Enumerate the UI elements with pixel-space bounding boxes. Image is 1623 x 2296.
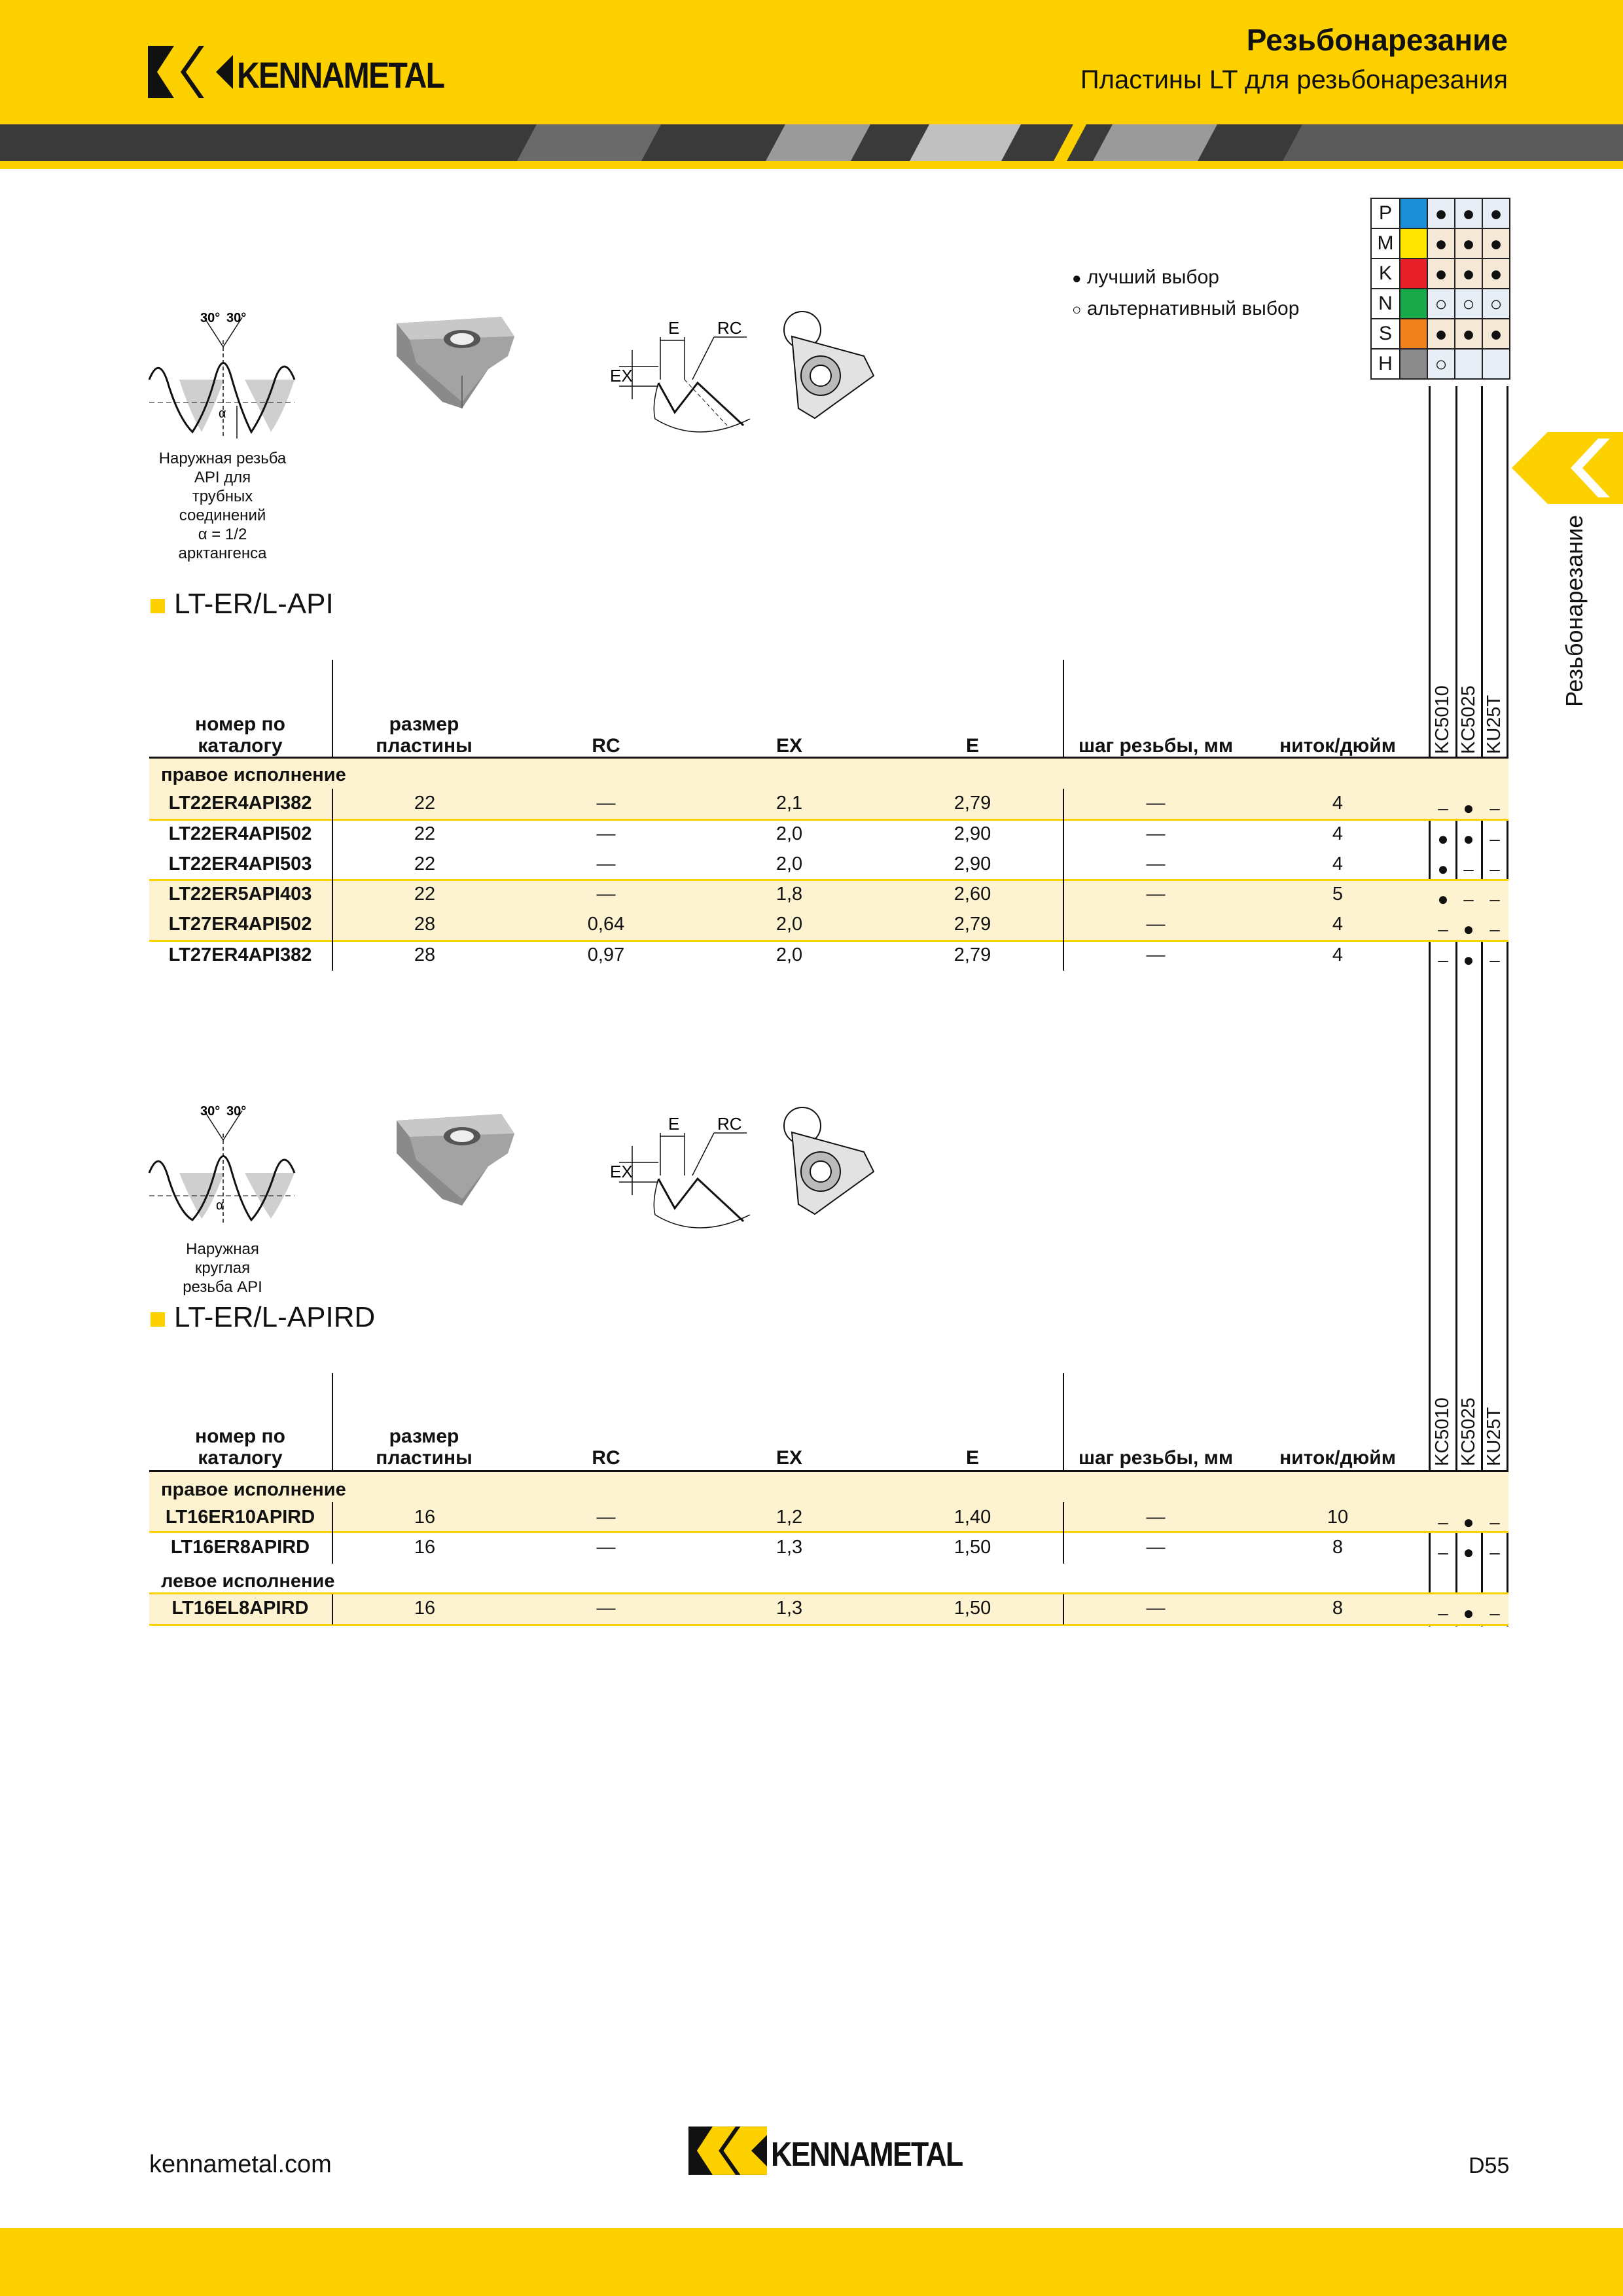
- insert-dimension-diagram: [606, 314, 763, 445]
- dim-e-label: E: [668, 1114, 680, 1134]
- caption-line: арктангенса: [178, 545, 267, 562]
- size-cell: 16: [414, 1507, 436, 1528]
- size-cell: 16: [414, 1598, 436, 1619]
- rc-cell: —: [596, 823, 616, 844]
- grade-header-kc5010: KC5010: [1432, 685, 1453, 754]
- ex-cell: 2,1: [776, 793, 803, 814]
- material-grade-mark: ●: [1427, 319, 1455, 349]
- col-pitch-header: шаг резьбы, мм: [1078, 1447, 1234, 1469]
- col-ex-header: EX: [776, 1447, 803, 1469]
- angle-right-label: 30°: [226, 311, 247, 325]
- col-e-header: E: [965, 1447, 979, 1469]
- insert-3d-image: [390, 310, 521, 408]
- grade-col-line: [1481, 386, 1483, 1626]
- grade-mark: –: [1489, 798, 1500, 818]
- ex-cell: 2,0: [776, 853, 803, 874]
- ex-cell: 1,8: [776, 884, 803, 905]
- ex-cell: 1,3: [776, 1598, 803, 1619]
- catalog-number: LT16ER10APIRD: [165, 1507, 315, 1528]
- caption-line: трубных: [192, 488, 253, 505]
- size-cell: 16: [414, 1537, 436, 1558]
- size-cell: 22: [414, 884, 436, 905]
- caption-line: Наружная: [186, 1240, 259, 1258]
- material-color-swatch: [1400, 289, 1427, 319]
- material-grade-mark: ●: [1427, 228, 1455, 259]
- tpi-cell: 4: [1332, 853, 1344, 874]
- insert-dimension-diagram: [606, 1110, 763, 1241]
- catalog-number: LT22ER4API382: [168, 793, 312, 814]
- material-grade-mark: ○: [1427, 349, 1455, 379]
- catalog-number: LT16ER8APIRD: [170, 1537, 310, 1558]
- material-color-swatch: [1400, 259, 1427, 289]
- pitch-cell: —: [1146, 1537, 1166, 1558]
- pitch-col-line: [1063, 1502, 1064, 1564]
- hollow-dot-icon: ○: [1072, 301, 1082, 319]
- catalog-number: LT27ER4API502: [168, 914, 312, 935]
- hdr-vline: [332, 660, 333, 758]
- grade-mark: –: [1489, 859, 1500, 879]
- tpi-cell: 10: [1327, 1507, 1349, 1528]
- grade-mark: ●: [1463, 829, 1474, 849]
- material-color-swatch: [1400, 349, 1427, 379]
- ex-cell: 1,2: [776, 1507, 803, 1528]
- kennametal-k-icon: [148, 46, 233, 98]
- catalog-number: LT16EL8APIRD: [171, 1598, 309, 1619]
- grade-col-line: [1507, 386, 1508, 1626]
- catalog-number: LT22ER4API503: [168, 853, 312, 874]
- grade-header-kc5025: KC5025: [1458, 1397, 1479, 1466]
- section1-caption: [131, 449, 314, 563]
- tpi-cell: 4: [1332, 944, 1344, 965]
- material-grade-mark: ●: [1482, 319, 1510, 349]
- footer-website[interactable]: kennametal.com: [149, 2151, 332, 2178]
- e-cell: 2,79: [954, 944, 991, 965]
- col-size-line1: размер: [389, 1426, 459, 1447]
- material-grade-mark: ●: [1427, 198, 1455, 228]
- material-letter: S: [1371, 319, 1400, 349]
- grade-col-line: [1429, 386, 1431, 1626]
- thread-profile-diagram: [147, 1101, 300, 1232]
- grade-header-kc5010: KC5010: [1432, 1397, 1453, 1466]
- col-size-header: [334, 1426, 514, 1469]
- angle-left-label: 30°: [200, 1104, 221, 1119]
- hdr-vline: [332, 1373, 333, 1471]
- grade-mark: –: [1463, 889, 1474, 909]
- grade-mark: –: [1438, 1603, 1448, 1623]
- col-catalog-line2: каталогу: [198, 735, 283, 757]
- material-color-swatch: [1400, 228, 1427, 259]
- caption-line: соединений: [179, 507, 266, 524]
- grade-mark: ●: [1463, 798, 1474, 818]
- rc-cell: —: [596, 1507, 616, 1528]
- grade-header-ku25t: KU25T: [1484, 694, 1505, 754]
- grade-mark: ●: [1463, 1512, 1474, 1532]
- rc-cell: —: [596, 793, 616, 814]
- material-grade-mark: ●: [1482, 228, 1510, 259]
- caption-line: API для: [194, 469, 251, 486]
- page-number: D55: [1469, 2153, 1510, 2178]
- insert-top-view: [779, 310, 883, 422]
- size-cell: 22: [414, 793, 436, 814]
- section2-title: [151, 1301, 375, 1334]
- material-row: [1371, 319, 1510, 349]
- logo-text: KENNAMETAL: [771, 2136, 963, 2174]
- page-title: Резьбонарезание: [1246, 23, 1508, 57]
- material-grade-mark: ●: [1427, 259, 1455, 289]
- pitch-col-line: [1063, 789, 1064, 971]
- grade-mark: –: [1438, 798, 1448, 818]
- grade-col-line: [1455, 386, 1457, 1626]
- caption-line: круглая: [194, 1259, 251, 1277]
- yellow-square-icon: [151, 1312, 165, 1327]
- grade-header-kc5025: KC5025: [1458, 685, 1479, 754]
- filled-dot-icon: ●: [1072, 270, 1082, 287]
- section2-group-left: левое исполнение: [161, 1571, 335, 1592]
- catalog-col-line: [332, 1502, 333, 1564]
- col-tpi-header: ниток/дюйм: [1279, 735, 1396, 757]
- alpha-label: α: [216, 1198, 224, 1213]
- row-separator: [149, 940, 1508, 942]
- angle-right-label: 30°: [226, 1104, 247, 1119]
- col-catalog-header: [149, 713, 331, 757]
- kennametal-k-icon: [688, 2126, 767, 2176]
- e-cell: 2,79: [954, 793, 991, 814]
- grade-mark: –: [1489, 829, 1500, 849]
- rc-cell: —: [596, 884, 616, 905]
- grade-mark: –: [1463, 859, 1474, 879]
- pitch-col-line: [1063, 1594, 1064, 1624]
- e-cell: 1,40: [954, 1507, 991, 1528]
- grade-mark: –: [1438, 919, 1448, 939]
- grade-mark: –: [1438, 1512, 1448, 1532]
- material-grade-mark: ●: [1455, 198, 1482, 228]
- grade-mark: –: [1489, 919, 1500, 939]
- section1-title: [151, 588, 334, 620]
- grade-mark: ●: [1437, 859, 1449, 879]
- row-separator: [149, 819, 1508, 821]
- tpi-cell: 4: [1332, 793, 1344, 814]
- col-tpi-header: ниток/дюйм: [1279, 1447, 1396, 1469]
- dim-ex-label: EX: [610, 1162, 633, 1181]
- size-cell: 22: [414, 853, 436, 874]
- grade-mark: ●: [1437, 829, 1449, 849]
- col-rc-header: RC: [592, 1447, 620, 1469]
- material-grade-mark: ●: [1482, 198, 1510, 228]
- legend-best-label: лучший выбор: [1086, 266, 1219, 288]
- col-size-header: [334, 713, 514, 757]
- material-grade-mark: ○: [1455, 289, 1482, 319]
- section2-title-text: LT-ER/L-APIRD: [174, 1301, 376, 1333]
- material-row: [1371, 228, 1510, 259]
- col-size-line1: размер: [389, 713, 459, 735]
- e-cell: 2,90: [954, 853, 991, 874]
- header-stripes: [0, 124, 1623, 161]
- catalog-number: LT27ER4API382: [168, 944, 312, 965]
- col-size-line2: пластины: [376, 735, 473, 757]
- col-catalog-line1: номер по: [194, 713, 286, 735]
- grade-mark: ●: [1463, 919, 1474, 939]
- pitch-cell: —: [1146, 884, 1166, 905]
- pitch-cell: —: [1146, 944, 1166, 965]
- catalog-number: LT22ER4API502: [168, 823, 312, 844]
- rc-cell: —: [596, 1537, 616, 1558]
- tpi-cell: 8: [1332, 1598, 1344, 1619]
- material-grade-mark: ○: [1427, 289, 1455, 319]
- thread-profile-diagram: [147, 308, 300, 445]
- dim-ex-label: EX: [610, 366, 633, 386]
- e-cell: 2,60: [954, 884, 991, 905]
- section1-title-text: LT-ER/L-API: [174, 588, 334, 620]
- pitch-cell: —: [1146, 853, 1166, 874]
- col-e-header: E: [965, 735, 979, 757]
- col-catalog-line1: номер по: [194, 1426, 286, 1447]
- caption-line: резьба API: [183, 1278, 262, 1296]
- material-letter: H: [1371, 349, 1400, 379]
- material-letter: K: [1371, 259, 1400, 289]
- dim-rc-label: RC: [717, 318, 742, 338]
- caption-line: Наружная резьба: [158, 450, 287, 467]
- material-letter: P: [1371, 198, 1400, 228]
- col-rc-header: RC: [592, 735, 620, 757]
- material-table: [1370, 198, 1510, 380]
- catalog-number: LT22ER5API403: [168, 884, 312, 905]
- catalog-col-line: [332, 1594, 333, 1624]
- section1-group-right: правое исполнение: [161, 764, 346, 785]
- material-row: [1371, 259, 1510, 289]
- grade-mark: –: [1438, 1542, 1448, 1562]
- size-cell: 28: [414, 914, 436, 935]
- ex-cell: 2,0: [776, 944, 803, 965]
- side-tab-chevron: [1512, 432, 1623, 504]
- material-color-swatch: [1400, 319, 1427, 349]
- col-size-line2: пластины: [376, 1447, 473, 1469]
- material-letter: M: [1371, 228, 1400, 259]
- dim-rc-label: RC: [717, 1114, 742, 1134]
- header-logo: [148, 46, 444, 98]
- grade-mark: ●: [1463, 1542, 1474, 1562]
- footer-logo: [688, 2126, 963, 2178]
- material-grade-mark: ○: [1482, 289, 1510, 319]
- grade-mark: ●: [1437, 889, 1449, 909]
- e-cell: 1,50: [954, 1598, 991, 1619]
- grade-mark: ●: [1463, 950, 1474, 970]
- grade-mark: –: [1489, 1512, 1500, 1532]
- material-grade-mark: ●: [1455, 228, 1482, 259]
- size-cell: 22: [414, 823, 436, 844]
- size-cell: 28: [414, 944, 436, 965]
- material-grade-mark: ●: [1455, 259, 1482, 289]
- pitch-cell: —: [1146, 1598, 1166, 1619]
- legend-alt-label: альтернативный выбор: [1086, 298, 1300, 319]
- col-pitch-header: шаг резьбы, мм: [1078, 735, 1234, 757]
- grade-mark: –: [1489, 1603, 1500, 1623]
- insert-3d-image: [390, 1107, 521, 1206]
- tpi-cell: 4: [1332, 914, 1344, 935]
- col-catalog-line2: каталогу: [198, 1447, 283, 1469]
- material-grade-mark: ●: [1482, 259, 1510, 289]
- rc-cell: 0,64: [587, 914, 625, 935]
- legend-alt: [1072, 298, 1299, 320]
- angle-left-label: 30°: [200, 311, 221, 325]
- ex-cell: 1,3: [776, 1537, 803, 1558]
- yellow-square-icon: [151, 599, 165, 613]
- col-catalog-header: [149, 1426, 331, 1469]
- grade-header-ku25t: KU25T: [1484, 1407, 1505, 1466]
- row-separator: [149, 879, 1508, 881]
- section2-caption: [131, 1240, 314, 1297]
- material-row: [1371, 349, 1510, 379]
- grade-mark: –: [1489, 1542, 1500, 1562]
- page-subtitle: Пластины LT для резьбонарезания: [1080, 65, 1508, 94]
- grade-mark: –: [1438, 950, 1448, 970]
- col-ex-header: EX: [776, 735, 803, 757]
- insert-top-view: [779, 1106, 883, 1217]
- e-cell: 1,50: [954, 1537, 991, 1558]
- logo-text: KENNAMETAL: [237, 54, 444, 96]
- tpi-cell: 8: [1332, 1537, 1344, 1558]
- legend-best: [1072, 266, 1219, 289]
- section2-group-right: правое исполнение: [161, 1479, 346, 1500]
- side-tab-label: Резьбонарезание: [1561, 514, 1588, 707]
- row-separator: [149, 1531, 1508, 1533]
- grade-mark: ●: [1463, 1603, 1474, 1623]
- catalog-col-line: [332, 789, 333, 971]
- material-color-swatch: [1400, 198, 1427, 228]
- header-underline: [0, 161, 1623, 169]
- e-cell: 2,79: [954, 914, 991, 935]
- caption-line: α = 1/2: [198, 526, 247, 543]
- ex-cell: 2,0: [776, 914, 803, 935]
- pitch-cell: —: [1146, 1507, 1166, 1528]
- material-grade-mark: ●: [1455, 319, 1482, 349]
- footer-bar: [0, 2228, 1623, 2296]
- ex-cell: 2,0: [776, 823, 803, 844]
- grade-mark: –: [1489, 889, 1500, 909]
- material-grade-mark: [1482, 349, 1510, 379]
- rc-cell: —: [596, 853, 616, 874]
- material-row: [1371, 289, 1510, 319]
- dim-e-label: E: [668, 318, 680, 338]
- material-grade-mark: [1455, 349, 1482, 379]
- grade-mark: –: [1489, 950, 1500, 970]
- pitch-cell: —: [1146, 793, 1166, 814]
- alpha-label: α: [219, 406, 226, 421]
- tpi-cell: 4: [1332, 823, 1344, 844]
- rc-cell: 0,97: [587, 944, 625, 965]
- tpi-cell: 5: [1332, 884, 1344, 905]
- pitch-cell: —: [1146, 914, 1166, 935]
- pitch-cell: —: [1146, 823, 1166, 844]
- row-separator: [149, 1624, 1508, 1626]
- material-row: [1371, 198, 1510, 228]
- material-letter: N: [1371, 289, 1400, 319]
- rc-cell: —: [596, 1598, 616, 1619]
- e-cell: 2,90: [954, 823, 991, 844]
